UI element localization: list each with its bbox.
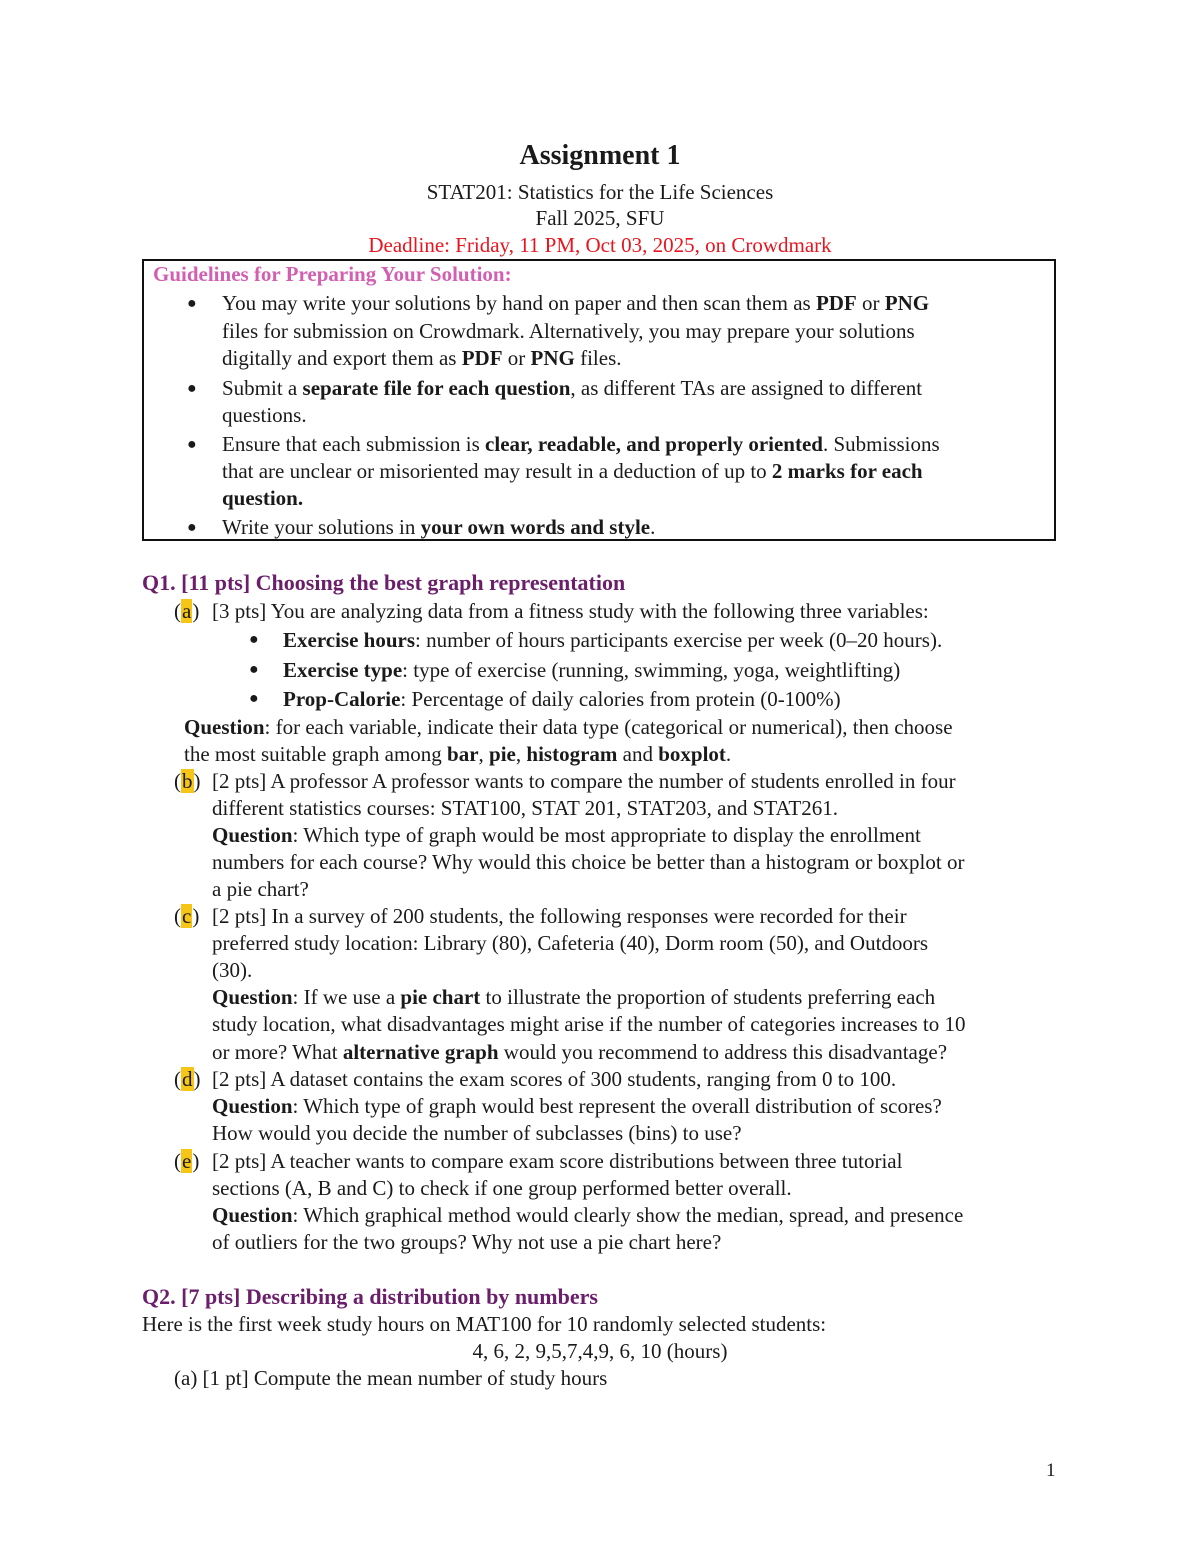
guideline-3-line-3: question. — [222, 486, 304, 510]
deadline: Deadline: Friday, 11 PM, Oct 03, 2025, on Crowdmark — [368, 233, 832, 257]
bullet-icon: ● — [187, 519, 197, 536]
q1d-line-1: [2 pts] A dataset contains the exam scores of 300 students, ranging from 0 to 100. — [212, 1067, 897, 1091]
q1-heading: Q1. [11 pts] Choosing the best graph representation — [142, 570, 626, 595]
term: Fall 2025, SFU — [535, 206, 665, 230]
guideline-2-line-1: Submit a separate file for each question, as different TAs are assigned to different — [222, 376, 923, 400]
q2-intro: Here is the first week study hours on MAT100 for 10 randomly selected students: — [142, 1312, 827, 1336]
q1e-label: (e) — [174, 1149, 200, 1173]
q1d-line-3: How would you decide the number of subclasses (bins) to use? — [212, 1121, 742, 1145]
guideline-1-line-2: files for submission on Crowdmark. Alternatively, you may prepare your solutions — [222, 319, 915, 343]
q1b-label: (b) — [174, 769, 201, 793]
q1d-line-2: Question: Which type of graph would best represent the overall distribution of scores? — [212, 1094, 942, 1118]
q1e-line-3: Question: Which graphical method would clearly show the median, spread, and presence — [212, 1203, 964, 1227]
q1b-line-4: numbers for each course? Why would this choice be better than a histogram or boxplot or — [212, 850, 965, 874]
q2a-line: (a) [1 pt] Compute the mean number of study hours — [174, 1366, 608, 1390]
q1c-line-2: preferred study location: Library (80), Cafeteria (40), Dorm room (50), and Outdoors — [212, 931, 929, 955]
q2-heading: Q2. [7 pts] Describing a distribution by numbers — [142, 1284, 598, 1309]
q1a-question-line-1: Question: for each variable, indicate their data type (categorical or numerical), then choose — [184, 715, 953, 739]
guideline-2-line-2: questions. — [222, 403, 307, 427]
q1b-line-2: different statistics courses: STAT100, STAT 201, STAT203, and STAT261. — [212, 796, 838, 820]
q1a-label: (a) — [174, 599, 200, 623]
q1c-label: (c) — [174, 904, 200, 928]
q1b-line-1: [2 pts] A professor A professor wants to compare the number of students enrolled in four — [212, 769, 956, 793]
guideline-3-line-2: that are unclear or misoriented may result in a deduction of up to 2 marks for each — [222, 459, 923, 483]
page-number: 1 — [1046, 1460, 1056, 1481]
bullet-icon: ● — [187, 436, 197, 453]
q1c-line-3: (30). — [212, 958, 253, 982]
bullet-icon: ● — [187, 380, 197, 397]
q1e-line-1: [2 pts] A teacher wants to compare exam score distributions between three tutorial — [212, 1149, 903, 1173]
q1b-line-5: a pie chart? — [212, 877, 309, 901]
bullet-icon: ● — [187, 295, 197, 312]
q1a-variable-2: Exercise type: type of exercise (running, swimming, yoga, weightlifting) — [283, 658, 901, 682]
bullet-icon: ● — [249, 661, 259, 678]
q1c-line-1: [2 pts] In a survey of 200 students, the following responses were recorded for their — [212, 904, 907, 928]
q1d-label: (d) — [174, 1067, 201, 1091]
bullet-icon: ● — [249, 690, 259, 707]
q1a-variable-3: Prop-Calorie: Percentage of daily calories from protein (0-100%) — [283, 687, 841, 711]
guideline-3-line-1: Ensure that each submission is clear, readable, and properly oriented. Submissions — [222, 432, 940, 456]
q1e-line-2: sections (A, B and C) to check if one group performed better overall. — [212, 1176, 792, 1200]
q1c-line-5: study location, what disadvantages might arise if the number of categories increases to 10 — [212, 1012, 966, 1036]
guideline-1-line-1: You may write your solutions by hand on paper and then scan them as PDF or PNG — [222, 291, 930, 315]
guideline-4-line-1: Write your solutions in your own words and style. — [222, 515, 656, 539]
q1c-line-4: Question: If we use a pie chart to illustrate the proportion of students preferring each — [212, 985, 936, 1009]
q1a-variable-1: Exercise hours: number of hours participants exercise per week (0–20 hours). — [283, 628, 943, 652]
q2-data: 4, 6, 2, 9,5,7,4,9, 6, 10 (hours) — [472, 1339, 728, 1363]
q1c-line-6: or more? What alternative graph would you recommend to address this disadvantage? — [212, 1040, 948, 1064]
course-name: STAT201: Statistics for the Life Sciences — [426, 180, 774, 204]
guidelines-title: Guidelines for Preparing Your Solution: — [153, 262, 512, 286]
q1b-line-3: Question: Which type of graph would be most appropriate to display the enrollment — [212, 823, 921, 847]
q1a-intro: [3 pts] You are analyzing data from a fitness study with the following three variables: — [212, 599, 929, 623]
bullet-icon: ● — [249, 631, 259, 648]
guideline-1-line-3: digitally and export them as PDF or PNG files. — [222, 346, 622, 370]
assignment-title: Assignment 1 — [519, 140, 681, 171]
q1e-line-4: of outliers for the two groups? Why not use a pie chart here? — [212, 1230, 722, 1254]
q1a-question-line-2: the most suitable graph among bar, pie, histogram and boxplot. — [184, 742, 732, 766]
